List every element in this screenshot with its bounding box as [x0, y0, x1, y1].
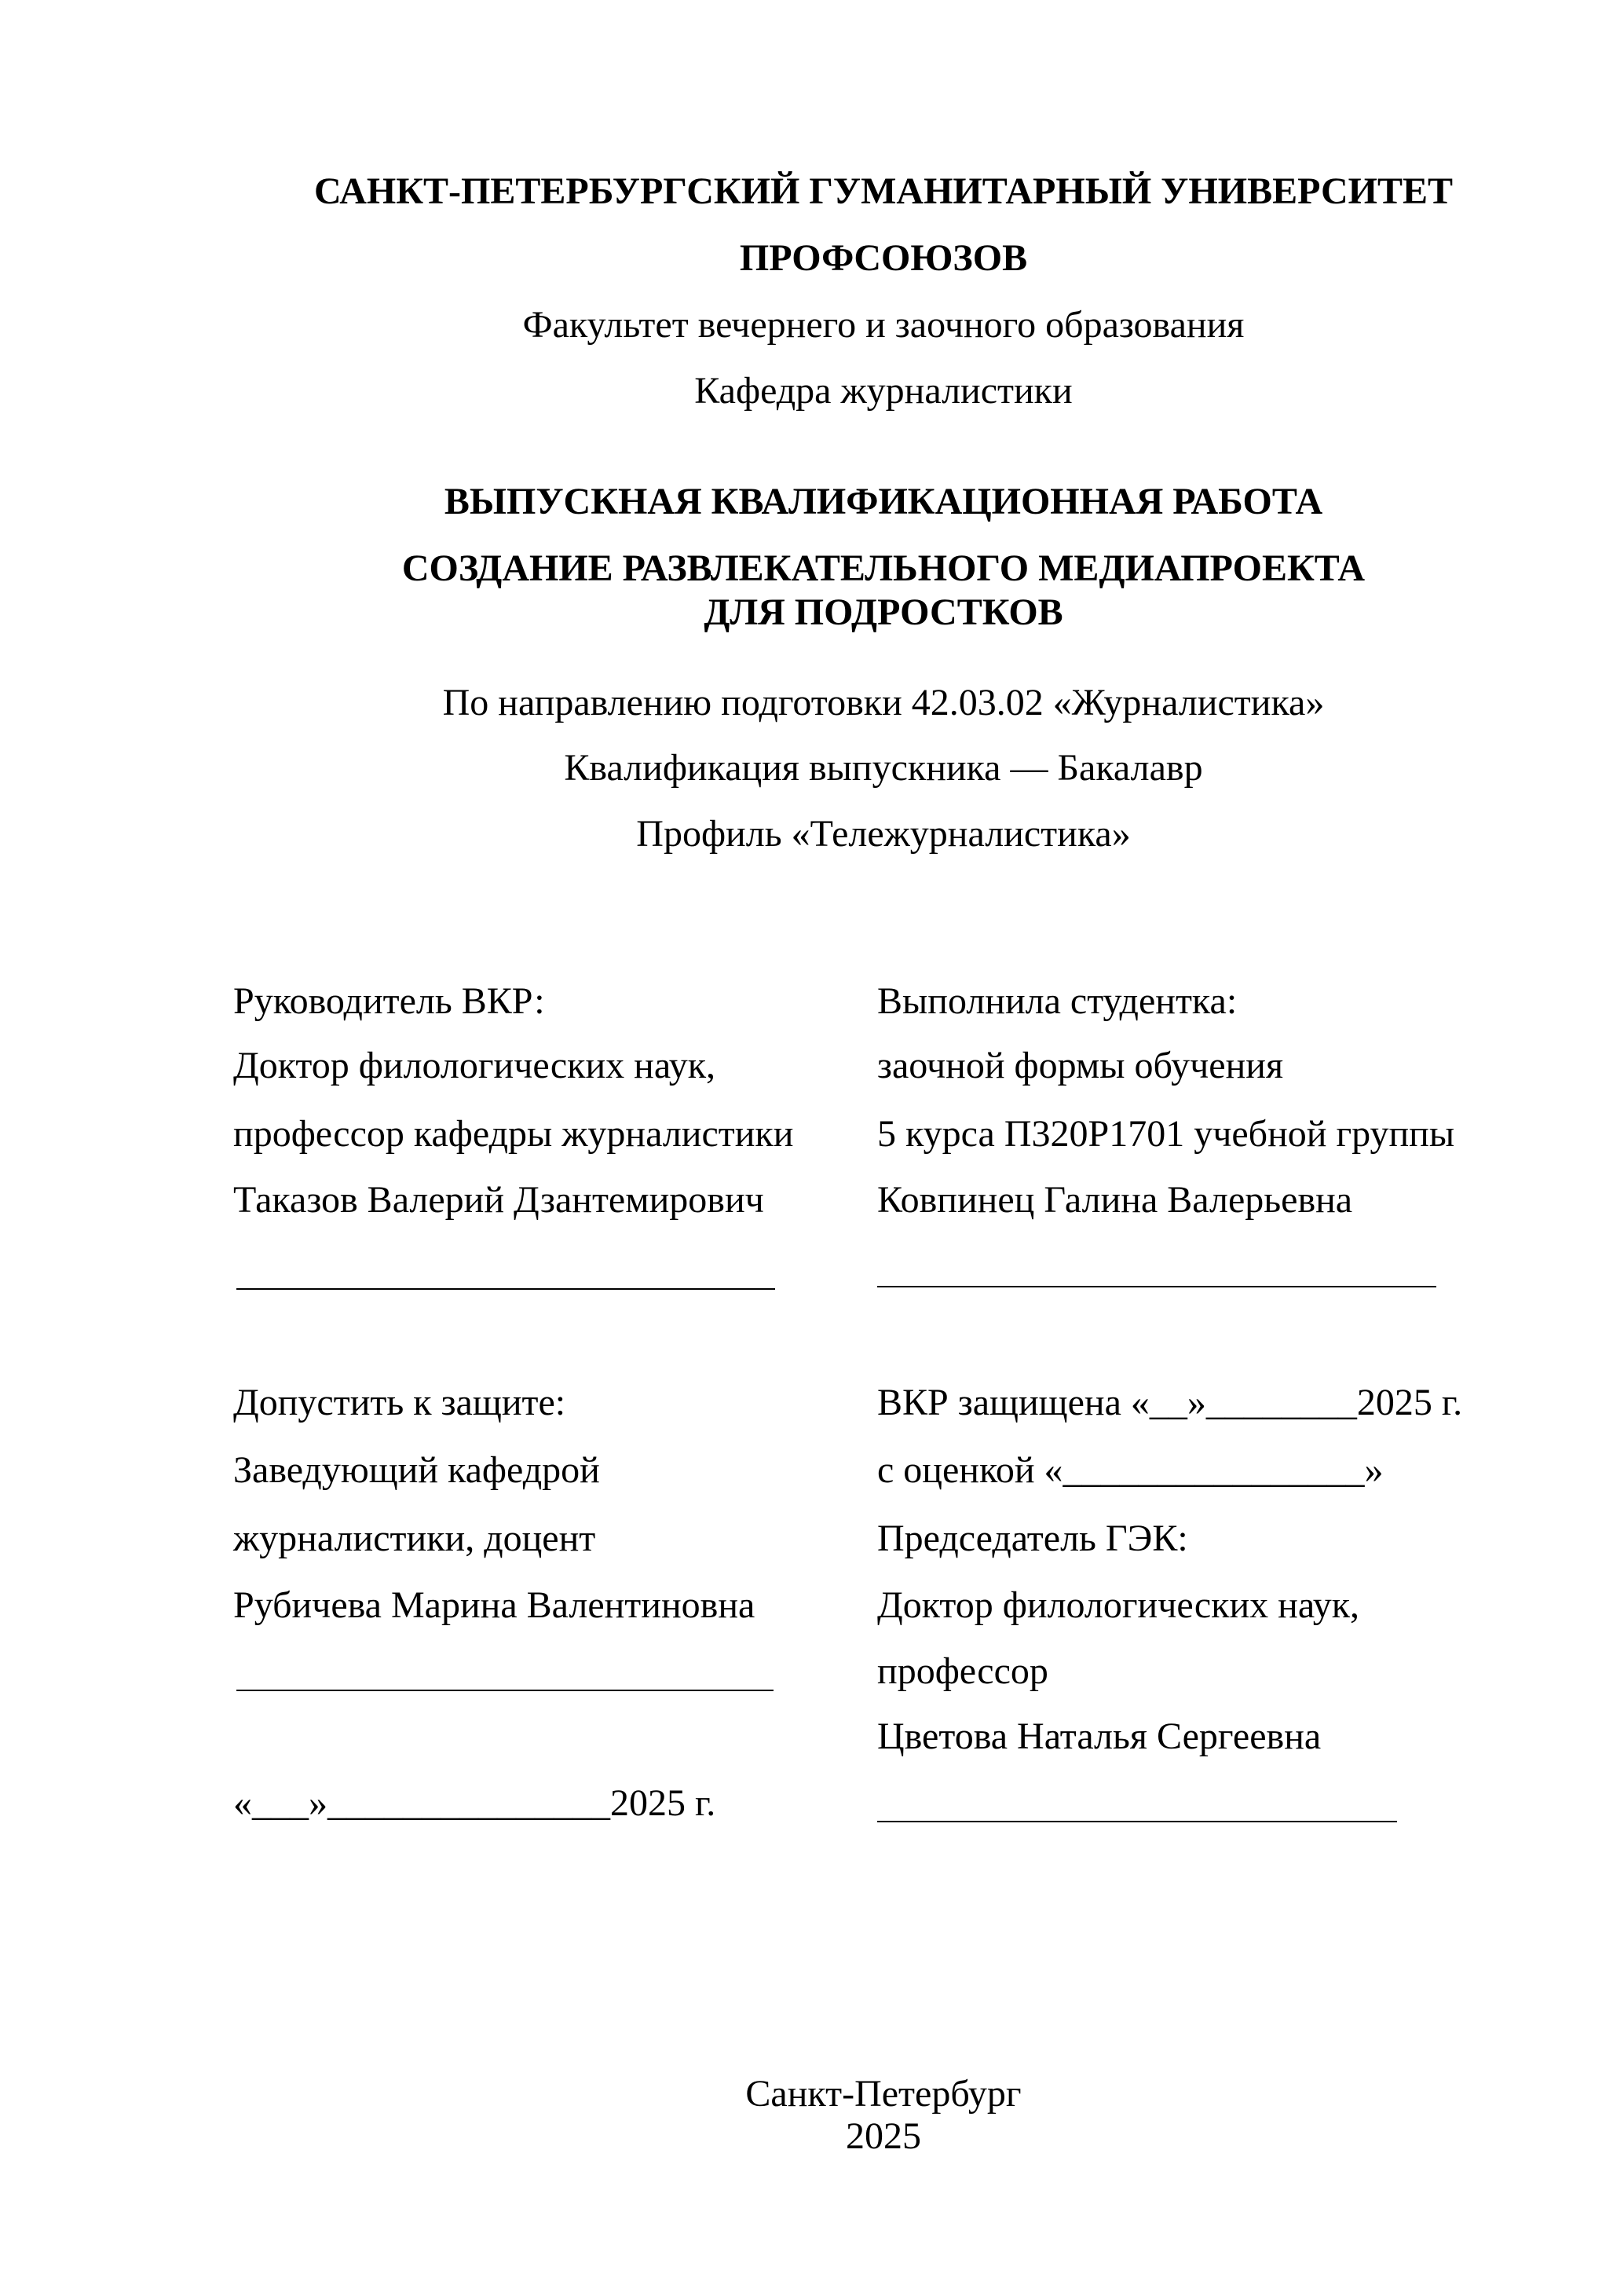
student-form: заочной формы обучения: [877, 1045, 1284, 1086]
admission-position-line2: журналистики, доцент: [233, 1518, 596, 1559]
supervisor-position: профессор кафедры журналистики: [233, 1113, 794, 1155]
defense-grade: с оценкой «________________»: [877, 1449, 1384, 1491]
university-name-line2: ПРОФСОЮЗОВ: [739, 237, 1028, 279]
supervisor-signature-line: [236, 1288, 775, 1290]
qualification: Квалификация выпускника — Бакалавр: [564, 747, 1203, 789]
profile: Профиль «Тележурналистика»: [636, 813, 1131, 855]
faculty: Факультет вечернего и заочного образования: [522, 304, 1245, 346]
student-name: Ковпинец Галина Валерьевна: [877, 1179, 1353, 1221]
admission-label: Допустить к защите:: [233, 1382, 566, 1423]
student-label: Выполнила студентка:: [877, 980, 1238, 1022]
defense-date: ВКР защищена «__»________2025 г.: [877, 1382, 1463, 1423]
admission-name: Рубичева Марина Валентиновна: [233, 1584, 755, 1626]
topic-line2: ДЛЯ ПОДРОСТКОВ: [704, 591, 1063, 633]
footer-year: 2025: [846, 2115, 921, 2157]
chair-degree: Доктор филологических наук,: [877, 1584, 1360, 1626]
direction: По направлению подготовки 42.03.02 «Журналистика»: [442, 682, 1325, 723]
university-name-line1: САНКТ-ПЕТЕРБУРГСКИЙ ГУМАНИТАРНЫЙ УНИВЕРСИТЕТ: [313, 170, 1454, 212]
admission-signature-line: [236, 1690, 774, 1691]
chair-name: Цветова Наталья Сергеевна: [877, 1716, 1322, 1757]
work-type: ВЫПУСКНАЯ КВАЛИФИКАЦИОННАЯ РАБОТА: [444, 481, 1323, 522]
student-group: 5 курса П320Р1701 учебной группы: [877, 1113, 1455, 1155]
chair-position: профессор: [877, 1650, 1048, 1692]
topic-line1: СОЗДАНИЕ РАЗВЛЕКАТЕЛЬНОГО МЕДИАПРОЕКТА: [401, 547, 1366, 589]
chair-label: Председатель ГЭК:: [877, 1518, 1188, 1559]
footer-city: Санкт-Петербург: [745, 2073, 1022, 2115]
admission-position-line1: Заведующий кафедрой: [233, 1449, 600, 1491]
department: Кафедра журналистики: [694, 370, 1073, 412]
supervisor-degree: Доктор филологических наук,: [233, 1045, 716, 1086]
chair-signature-line: [877, 1821, 1397, 1822]
admission-date: «___»_______________2025 г.: [233, 1782, 716, 1824]
supervisor-name: Таказов Валерий Дзантемирович: [233, 1179, 764, 1221]
supervisor-label: Руководитель ВКР:: [233, 980, 545, 1022]
student-signature-line: [877, 1286, 1436, 1287]
